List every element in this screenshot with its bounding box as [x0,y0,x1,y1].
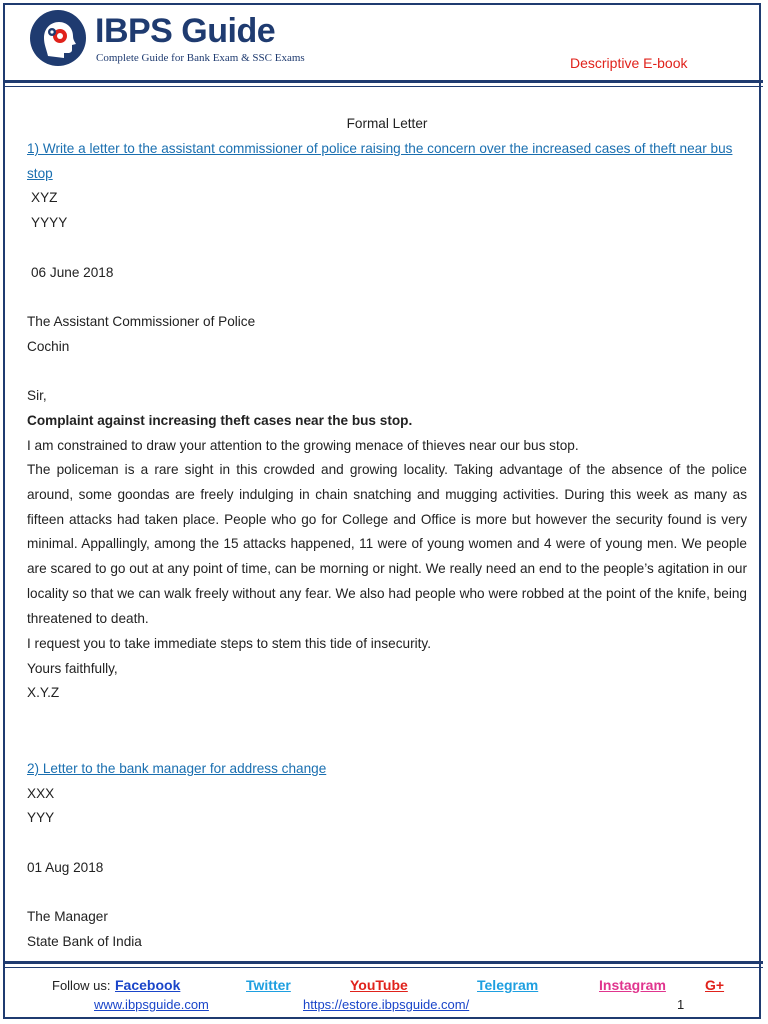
letter2-recipient-line1: The Manager [27,909,108,924]
page-footer [0,970,768,1020]
ibps-logo-icon [30,10,86,66]
youtube-link[interactable]: YouTube [350,977,408,993]
letter2-sender-line2: YYY [27,810,55,825]
letter1-signature: X.Y.Z [27,685,60,700]
ebook-label: Descriptive E-book [570,55,688,71]
letter1-paragraph3: I request you to take immediate steps to stem this tide of insecurity. [27,636,431,651]
footer-divider [5,961,763,964]
letter1-paragraph2: The policeman is a rare sight in this crowded and growing locality. Taking advantage of the absence of the police around, some goondas are freely indulging in chain snatching and mugging activities. During this week as many as fifteen attacks had taken place. People who go for College and Office is more but however the security found is very minimal. Appallingly, among the 15 attacks happened, 11 were of young women and 4 were of young men. We people are scared to go out at any point of time, can be morning or night. We really need an end to the people’s agitation in our locality so that we can walk freely without any fear. We also had people who were robbed at the point of the knife, being threatened to death. [27,462,747,626]
website-link[interactable]: www.ibpsguide.com [94,997,209,1012]
letter1-paragraph1: I am constrained to draw your attention to the growing menace of thieves near our bus stop. [27,438,579,453]
instagram-link[interactable]: Instagram [599,977,666,993]
page-number: 1 [677,997,685,1012]
letter1-subject: Complaint against increasing theft cases near the bus stop. [27,413,413,428]
header-divider-thin [5,86,763,87]
twitter-link[interactable]: Twitter [246,977,291,993]
page-header [0,0,768,88]
telegram-link[interactable]: Telegram [477,977,539,993]
section-heading: Formal Letter [346,116,428,131]
brand-tagline: Complete Guide for Bank Exam & SSC Exams [96,52,305,64]
letter1-title-line2[interactable]: stop [27,166,53,181]
letter2-recipient-line2: State Bank of India [27,934,142,949]
letter1-sender-line2: YYYY [31,215,68,230]
header-divider [5,80,763,83]
follow-us-label: Follow us: [52,978,111,993]
brand-title: IBPS Guide [95,12,276,50]
letter1-recipient-line2: Cochin [27,339,70,354]
estore-link[interactable]: https://estore.ibpsguide.com/ [303,997,470,1012]
letter2-title[interactable]: 2) Letter to the bank manager for address change [27,761,327,776]
letter2-date: 01 Aug 2018 [27,860,104,875]
google-plus-link[interactable]: G+ [705,977,725,993]
letter1-sender-line1: XYZ [31,190,58,205]
footer-divider-thin [5,967,763,968]
letter2-sender-line1: XXX [27,786,55,801]
letter1-date: 06 June 2018 [31,265,114,280]
facebook-link[interactable]: Facebook [115,977,181,993]
letter1-recipient-line1: The Assistant Commissioner of Police [27,314,256,329]
letter1-closing: Yours faithfully, [27,661,118,676]
letter1-title-line1[interactable]: 1) Write a letter to the assistant commissioner of police raising the concern over the increased cases of theft near bus [27,141,733,156]
letter1-salutation: Sir, [27,388,47,403]
